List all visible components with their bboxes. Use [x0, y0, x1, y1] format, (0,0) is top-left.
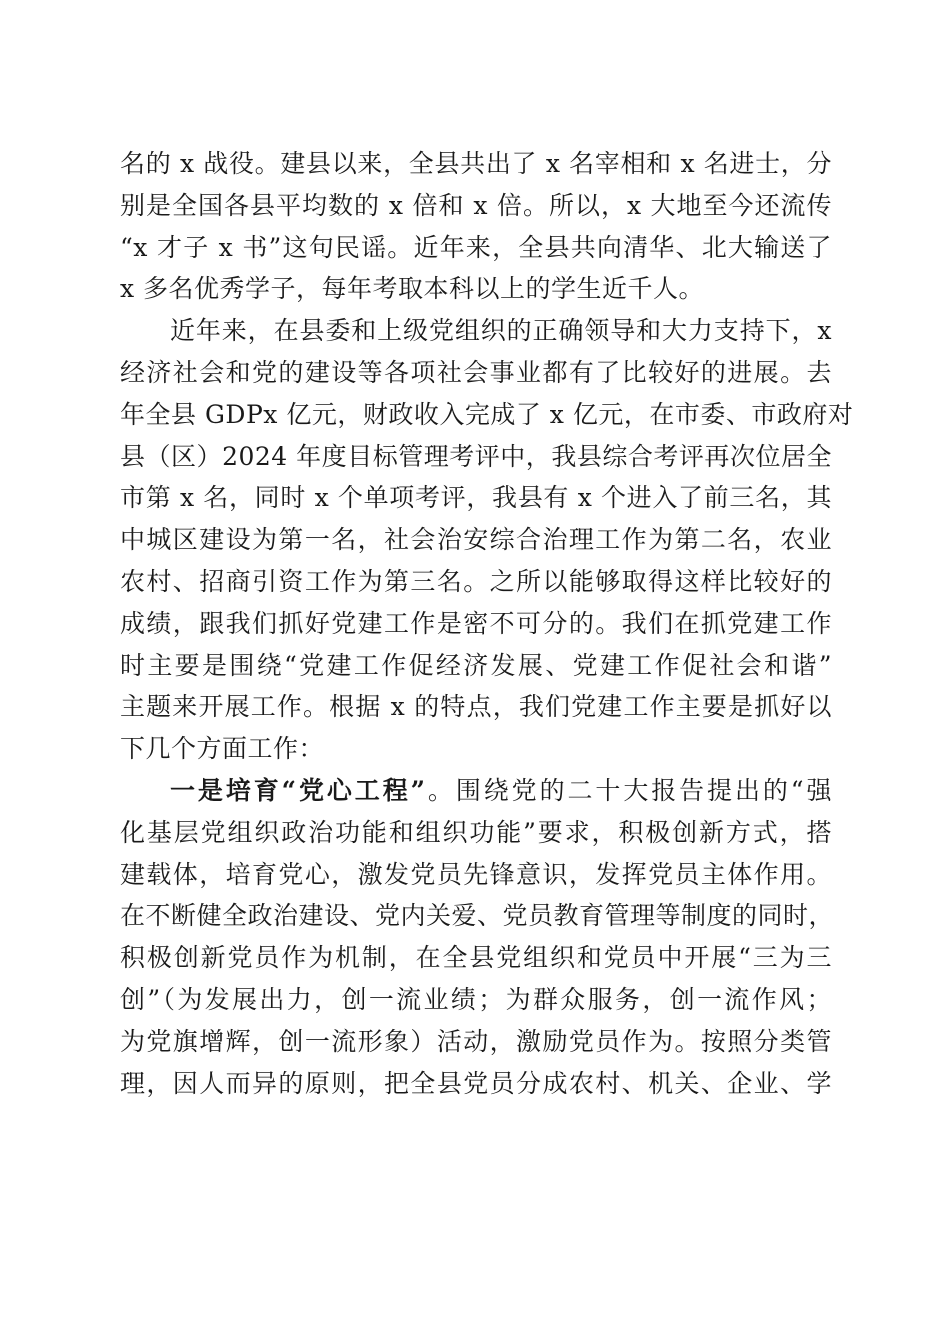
text-line: 成绩，跟我们抓好党建工作是密不可分的。我们在抓党建工作	[120, 608, 832, 638]
text-line: 县（区）2024 年度目标管理考评中，我县综合考评再次位居全	[120, 441, 832, 471]
text-line: 时主要是围绕“党建工作促经济发展、党建工作促社会和谐”	[120, 650, 832, 680]
text-line: 经济社会和党的建设等各项社会事业都有了比较好的进展。去	[120, 357, 832, 387]
paragraph-3	[120, 770, 835, 1104]
text-line: 下几个方面工作：	[120, 734, 325, 764]
text-line: 积极创新党员作为机制，在全县党组织和党员中开展“三为三	[120, 943, 832, 973]
paragraph-1	[120, 143, 832, 310]
text-line: 建载体，培育党心，激发党员先锋意识，发挥党员主体作用。	[120, 859, 832, 889]
text-line: 别是全国各县平均数的 x 倍和 x 倍。所以，x 大地至今还流传	[120, 190, 832, 220]
text-line: 创”（为发展出力，创一流业绩；为群众服务，创一流作风；	[120, 984, 832, 1014]
text-line: 中城区建设为第一名，社会治安综合治理工作为第二名，农业	[120, 525, 832, 555]
text-line: 年全县 GDPx 亿元，财政收入完成了 x 亿元，在市委、市政府对	[120, 399, 854, 429]
text-line: x 多名优秀学子，每年考取本科以上的学生近千人。	[120, 274, 705, 304]
document-body	[120, 143, 854, 1104]
text-line	[120, 770, 832, 812]
text-line: 市第 x 名，同时 x 个单项考评，我县有 x 个进入了前三名，其	[120, 483, 832, 513]
paragraph-2	[120, 310, 854, 770]
text-line: 名的 x 战役。建县以来，全县共出了 x 名宰相和 x 名进士，分	[120, 149, 832, 178]
section-heading: 一是培育“党心工程”	[170, 775, 426, 805]
text-line: 主题来开展工作。根据 x 的特点，我们党建工作主要是抓好以	[120, 692, 832, 722]
text-line: 农村、招商引资工作为第三名。之所以能够取得这样比较好的	[120, 566, 832, 596]
text-line: 理，因人而异的原则，把全县党员分成农村、机关、企业、学	[120, 1068, 832, 1098]
heading-line-rest: 。围绕党的二十大报告提出的“强	[425, 775, 832, 805]
text-line: 为党旗增辉，创一流形象）活动，激励党员作为。按照分类管	[120, 1026, 832, 1056]
text-line: 化基层党组织政治功能和组织功能”要求，积极创新方式，搭	[120, 817, 832, 847]
text-line: “x 才子 x 书”这句民谣。近年来，全县共向清华、北大输送了	[120, 232, 832, 262]
text-line: 在不断健全政治建设、党内关爱、党员教育管理等制度的同时，	[120, 901, 835, 931]
text-line: 近年来，在县委和上级党组织的正确领导和大力支持下，x	[170, 316, 832, 346]
